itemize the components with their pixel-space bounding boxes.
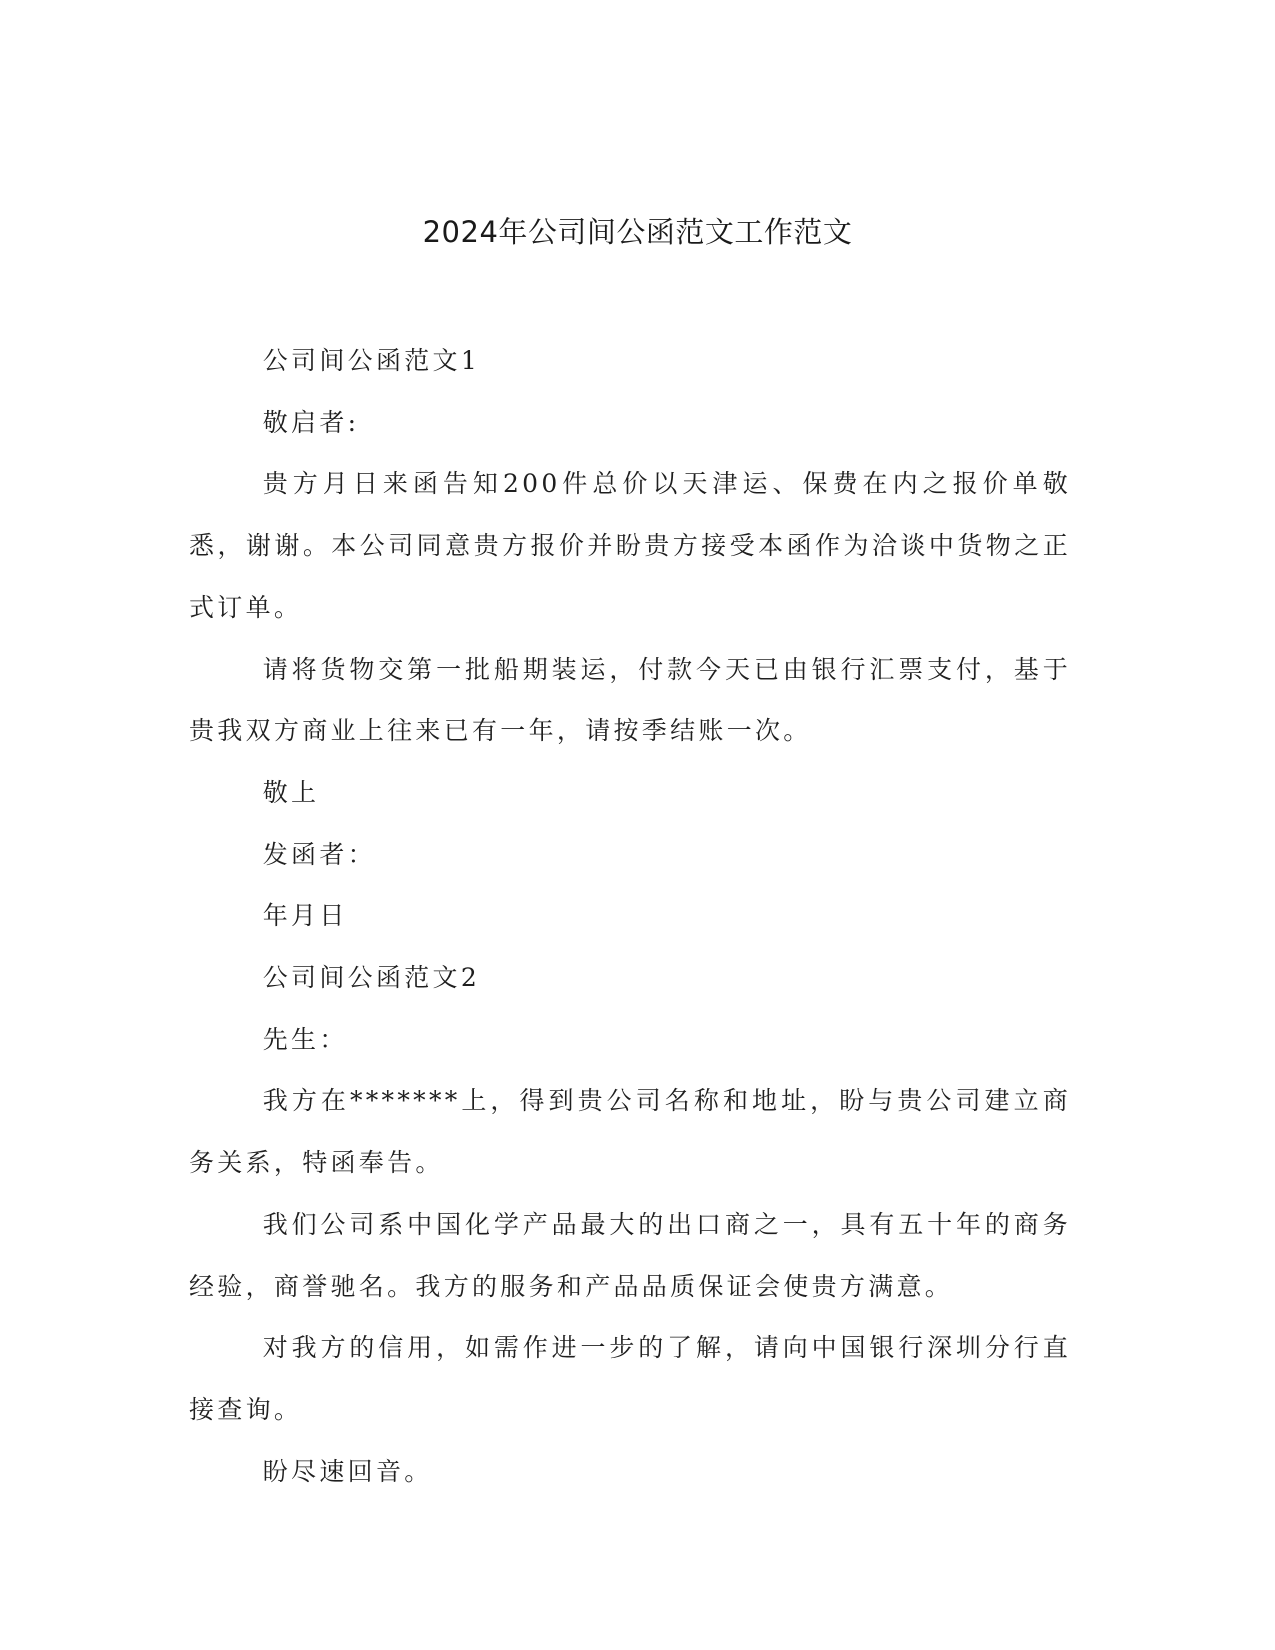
body-paragraph: 盼尽速回音。	[262, 1456, 433, 1486]
body-paragraph: 我方在*******上，得到贵公司名称和地址，盼与贵公司建立商务关系，特函奉告。	[189, 1086, 1071, 1178]
closing: 敬上	[262, 777, 320, 807]
body-paragraph: 请将货物交第一批船期装运，付款今天已由银行汇票支付，基于贵我双方商业上往来已有一年，请按季结账一次。	[189, 654, 1071, 746]
body-paragraph: 贵方月日来函告知200件总价以天津运、保费在内之报价单敬悉，谢谢。本公司同意贵方报价并盼贵方接受本函作为洽谈中货物之正式订单。	[189, 469, 1071, 622]
body-paragraph: 对我方的信用，如需作进一步的了解，请向中国银行深圳分行直接查询。	[189, 1333, 1071, 1424]
section-heading-1: 公司间公函范文1	[262, 346, 481, 375]
sender-line: 发函者：	[262, 839, 376, 869]
document-body	[189, 330, 1071, 1502]
body-paragraph: 我们公司系中国化学产品最大的出口商之一，具有五十年的商务经验，商誉驰名。我方的服务和产品品质保证会使贵方满意。	[189, 1209, 1071, 1301]
document-title: 2024年公司间公函范文工作范文	[422, 215, 853, 249]
salutation-2: 先生：	[262, 1024, 348, 1054]
section-heading-2: 公司间公函范文2	[262, 963, 481, 993]
date-line: 年月日	[262, 901, 348, 931]
salutation-1: 敬启者:	[262, 407, 360, 437]
